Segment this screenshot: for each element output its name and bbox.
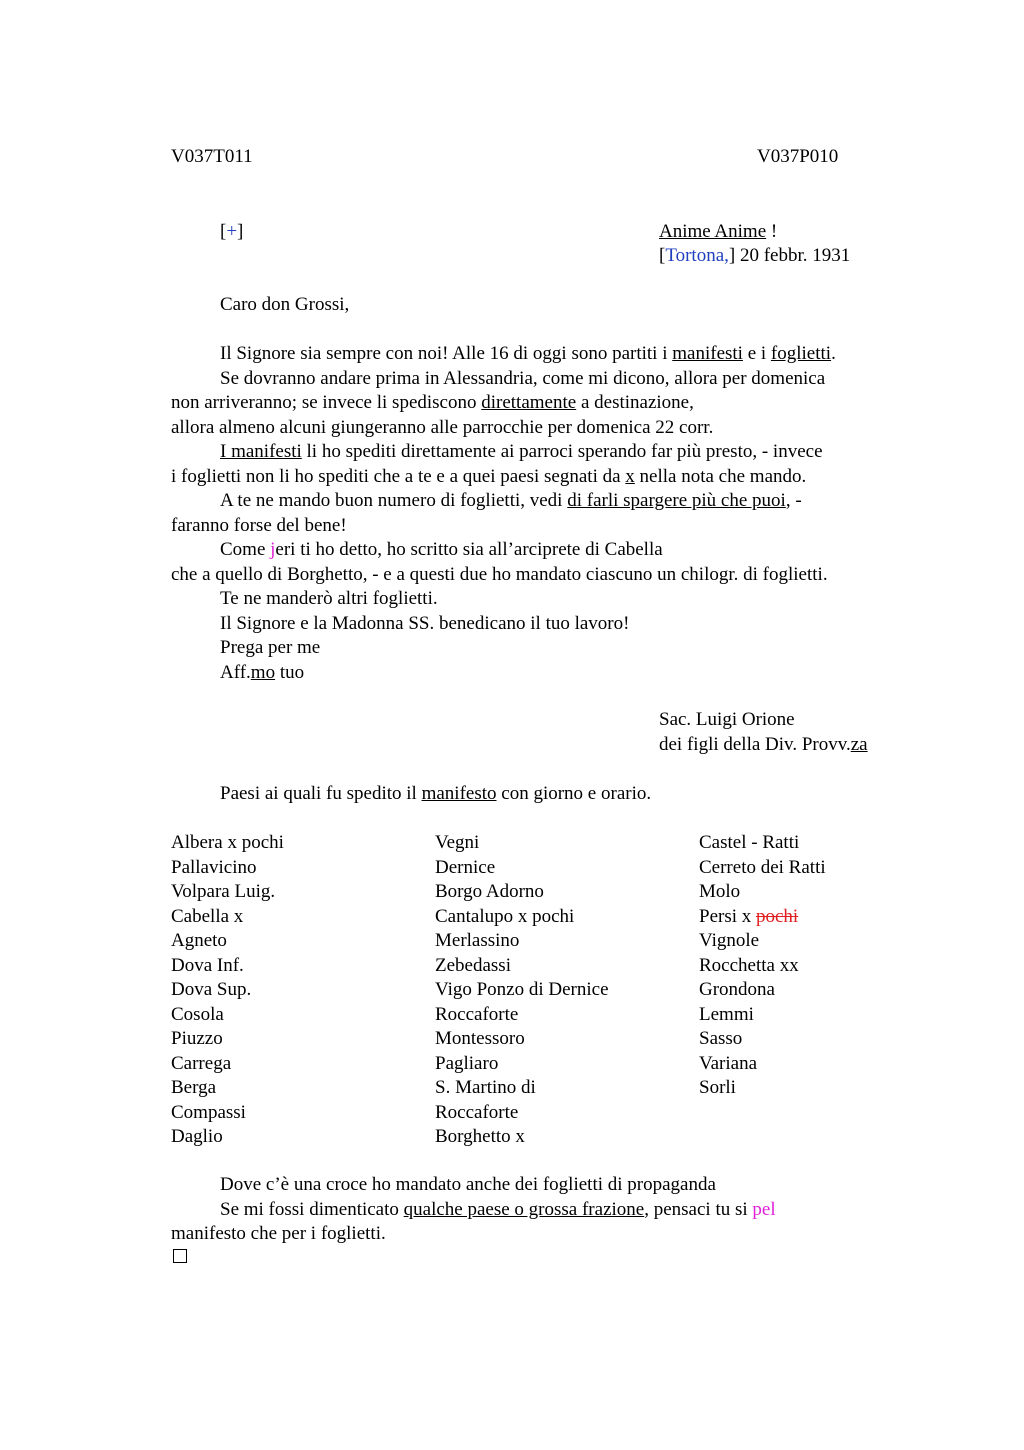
list-item xyxy=(699,905,826,930)
list-item: Rocchetta xx xyxy=(699,954,799,976)
highlighted-letter: j xyxy=(270,539,276,560)
text: Se mi fossi dimenticato xyxy=(220,1198,404,1220)
closing-line: Dove c’è una croce ho mandato anche dei foglietti di propaganda xyxy=(220,1174,716,1195)
list-item: Agneto xyxy=(171,930,227,951)
closing-line xyxy=(171,1198,901,1223)
text: tuo xyxy=(275,661,305,683)
signature-title xyxy=(659,733,868,758)
text: con giorno e orario. xyxy=(496,783,652,804)
motto-text: Anime Anime xyxy=(659,221,767,242)
underlined-text: za xyxy=(850,734,868,755)
document-code-left: V037T011 xyxy=(171,146,253,167)
underlined-text: manifesti xyxy=(672,343,743,364)
list-item: Piuzzo xyxy=(171,1028,223,1049)
struck-text: pochi xyxy=(756,905,799,927)
list-item: Dova Inf. xyxy=(171,954,244,976)
list-item: Borgo Adorno xyxy=(435,881,544,902)
body-line: Il Signore e la Madonna SS. benedicano il tuo lavoro! xyxy=(220,612,630,634)
body-line: Prega per me xyxy=(220,637,321,658)
list-item: Vigo Ponzo di Dernice xyxy=(435,979,609,1000)
text: , pensaci tu si xyxy=(644,1198,753,1220)
body-line xyxy=(171,538,901,563)
highlighted-text: pel xyxy=(752,1198,776,1220)
list-item: Montessoro xyxy=(435,1028,525,1049)
underlined-text: I manifesti xyxy=(220,441,302,462)
list-item: Roccaforte xyxy=(435,1003,519,1025)
underlined-text: qualche paese o grossa frazione xyxy=(403,1198,645,1220)
bracket-close: ] xyxy=(237,221,244,242)
list-item: Pagliaro xyxy=(435,1052,499,1074)
date: 20 febbr. 1931 xyxy=(735,245,851,266)
text: Persi x xyxy=(699,905,756,927)
list-intro xyxy=(220,782,651,807)
list-item: Compassi xyxy=(171,1101,246,1123)
motto-suffix: ! xyxy=(766,221,778,242)
list-item: Dernice xyxy=(435,856,496,878)
list-item: Dova Sup. xyxy=(171,979,252,1000)
list-item: Sasso xyxy=(699,1028,743,1049)
town-column-1 xyxy=(171,831,284,1150)
cross-icon: + xyxy=(226,221,238,242)
body-line: Te ne manderò altri foglietti. xyxy=(220,588,438,609)
list-item: Daglio xyxy=(171,1126,223,1147)
text: non arriveranno; se invece li spediscono xyxy=(171,392,482,413)
underlined-text: mo xyxy=(250,661,276,683)
dateline xyxy=(659,244,850,269)
body-line xyxy=(171,489,901,514)
list-item: Merlassino xyxy=(435,930,520,951)
text: i foglietti non li ho spediti che a te e a quei paesi segnati da xyxy=(171,465,626,487)
body-line xyxy=(171,465,901,490)
body-line: allora almeno alcuni giungeranno alle parrocchie per domenica 22 corr. xyxy=(171,416,714,438)
list-item: Berga xyxy=(171,1077,217,1098)
text: e i xyxy=(742,343,771,364)
underlined-text: x xyxy=(625,465,635,487)
text: Come xyxy=(220,539,271,560)
text: Il Signore sia sempre con noi! Alle 16 di oggi sono partiti i xyxy=(220,343,673,364)
text: dei figli della Div. Provv. xyxy=(659,734,851,755)
list-item: Pallavicino xyxy=(171,856,257,878)
list-item: Castel - Ratti xyxy=(699,832,800,853)
place-name: Tortona, xyxy=(665,245,729,266)
list-item: Cerreto dei Ratti xyxy=(699,856,826,878)
body-line xyxy=(171,661,901,686)
body-line: faranno forse del bene! xyxy=(171,514,347,536)
text: nella nota che mando. xyxy=(634,465,807,487)
end-marker-icon xyxy=(173,1249,187,1263)
list-item: Borghetto x xyxy=(435,1126,525,1147)
body-line: Se dovranno andare prima in Alessandria, come mi dicono, allora per domenica xyxy=(220,367,826,389)
list-item: Zebedassi xyxy=(435,954,511,976)
list-item: Cosola xyxy=(171,1003,224,1025)
text: a destinazione, xyxy=(576,392,694,413)
cross-mark xyxy=(220,220,243,245)
signature-name: Sac. Luigi Orione xyxy=(659,709,795,730)
body-line xyxy=(171,391,901,416)
text: li ho spediti direttamente ai parroci sperando far più presto, - invece xyxy=(301,441,823,462)
town-column-2 xyxy=(435,831,609,1150)
list-item: Vignole xyxy=(699,930,760,951)
bracket-open: [ xyxy=(220,221,227,242)
letter-body xyxy=(171,342,901,685)
underlined-text: manifesto xyxy=(421,783,497,804)
list-item: Cantalupo x pochi xyxy=(435,905,575,927)
list-item: Molo xyxy=(699,881,741,902)
list-item: Cabella x xyxy=(171,905,244,927)
underlined-text: direttamente xyxy=(481,392,577,413)
underlined-text: di farli spargere più che puoi xyxy=(567,490,786,511)
document-code-right: V037P010 xyxy=(757,146,839,167)
list-item: S. Martino di xyxy=(435,1077,536,1098)
list-item: Volpara Luig. xyxy=(171,881,276,902)
motto xyxy=(659,220,777,245)
body-line: che a quello di Borghetto, - e a questi due ho mandato ciascuno un chilogr. di foglietti. xyxy=(171,563,828,585)
list-item: Variana xyxy=(699,1052,758,1074)
town-column-3 xyxy=(699,831,826,1101)
bracket-open: [ xyxy=(659,245,666,266)
list-item: Albera x pochi xyxy=(171,832,284,853)
body-line xyxy=(171,440,901,465)
text: Paesi ai quali fu spedito il xyxy=(220,783,422,804)
text: Aff. xyxy=(220,661,251,683)
closing-notes xyxy=(171,1173,901,1247)
text: , - xyxy=(785,490,802,511)
list-item: Roccaforte xyxy=(435,1101,519,1123)
list-item: Lemmi xyxy=(699,1003,754,1025)
list-item: Vegni xyxy=(435,832,480,853)
underlined-text: foglietti xyxy=(770,343,832,364)
list-item: Grondona xyxy=(699,979,775,1000)
salutation: Caro don Grossi, xyxy=(220,294,350,315)
list-item: Carrega xyxy=(171,1052,232,1074)
text: eri ti ho detto, ho scritto sia all’arciprete di Cabella xyxy=(275,539,663,560)
list-item: Sorli xyxy=(699,1077,736,1098)
body-line xyxy=(171,342,901,367)
closing-line: manifesto che per i foglietti. xyxy=(171,1223,386,1244)
text: A te ne mando buon numero di foglietti, vedi xyxy=(220,490,568,511)
text: . xyxy=(831,343,836,364)
bracket-close: ] xyxy=(728,245,736,266)
